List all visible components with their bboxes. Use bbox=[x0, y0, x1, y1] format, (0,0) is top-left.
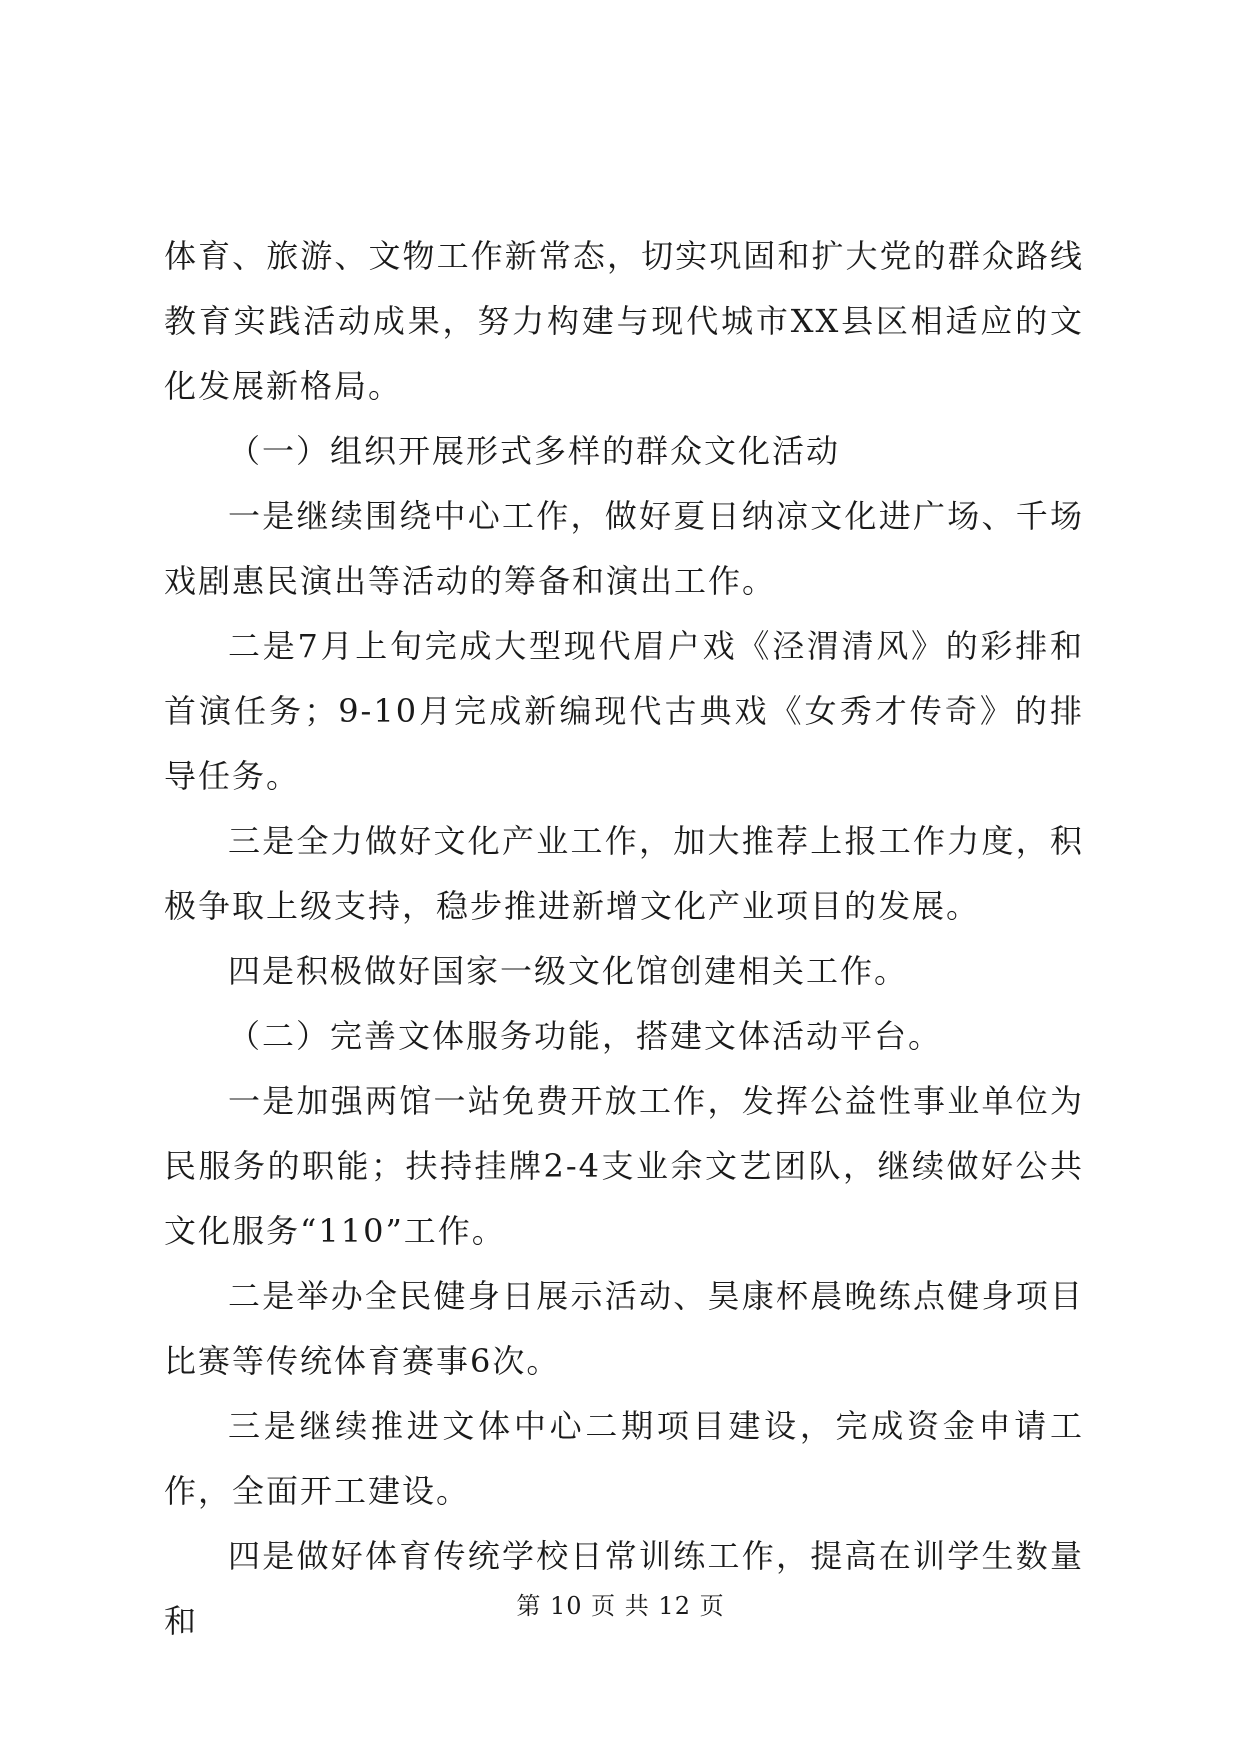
list-item-1-3: 三是全力做好文化产业工作，加大推荐上报工作力度，积极争取上级支持，稳步推进新增文化产业项目的发展。 bbox=[164, 822, 1084, 925]
list-item-1-4: 四是积极做好国家一级文化馆创建相关工作。 bbox=[228, 952, 909, 990]
document-body bbox=[164, 224, 1084, 1654]
list-item-2-3: 三是继续推进文体中心二期项目建设，完成资金申请工作，全面开工建设。 bbox=[164, 1407, 1084, 1510]
list-item-1-1: 一是继续围绕中心工作，做好夏日纳凉文化进广场、千场戏剧惠民演出等活动的筹备和演出工作。 bbox=[164, 497, 1084, 600]
list-item-1-2: 二是7月上旬完成大型现代眉户戏《泾渭清风》的彩排和首演任务；9-10月完成新编现代古典戏《女秀才传奇》的排导任务。 bbox=[164, 627, 1084, 795]
page-footer bbox=[0, 1591, 1241, 1621]
list-item-2-2: 二是举办全民健身日展示活动、昊康杯晨晚练点健身项目比赛等传统体育赛事6次。 bbox=[164, 1277, 1084, 1380]
list-item-2-4: 四是做好体育传统学校日常训练工作，提高在训学生数量和 bbox=[164, 1537, 1084, 1640]
page-number-label: 第 10 页 共 12 页 bbox=[516, 1592, 725, 1620]
paragraph-continuation: 体育、旅游、文物工作新常态，切实巩固和扩大党的群众路线教育实践活动成果，努力构建与现代城市XX县区相适应的文化发展新格局。 bbox=[164, 237, 1084, 405]
list-item-2-1: 一是加强两馆一站免费开放工作，发挥公益性事业单位为民服务的职能；扶持挂牌2-4支业余文艺团队，继续做好公共文化服务“110”工作。 bbox=[164, 1082, 1084, 1250]
section-heading-2: （二）完善文体服务功能，搭建文体活动平台。 bbox=[228, 1017, 943, 1055]
section-heading-1: （一）组织开展形式多样的群众文化活动 bbox=[228, 432, 841, 470]
